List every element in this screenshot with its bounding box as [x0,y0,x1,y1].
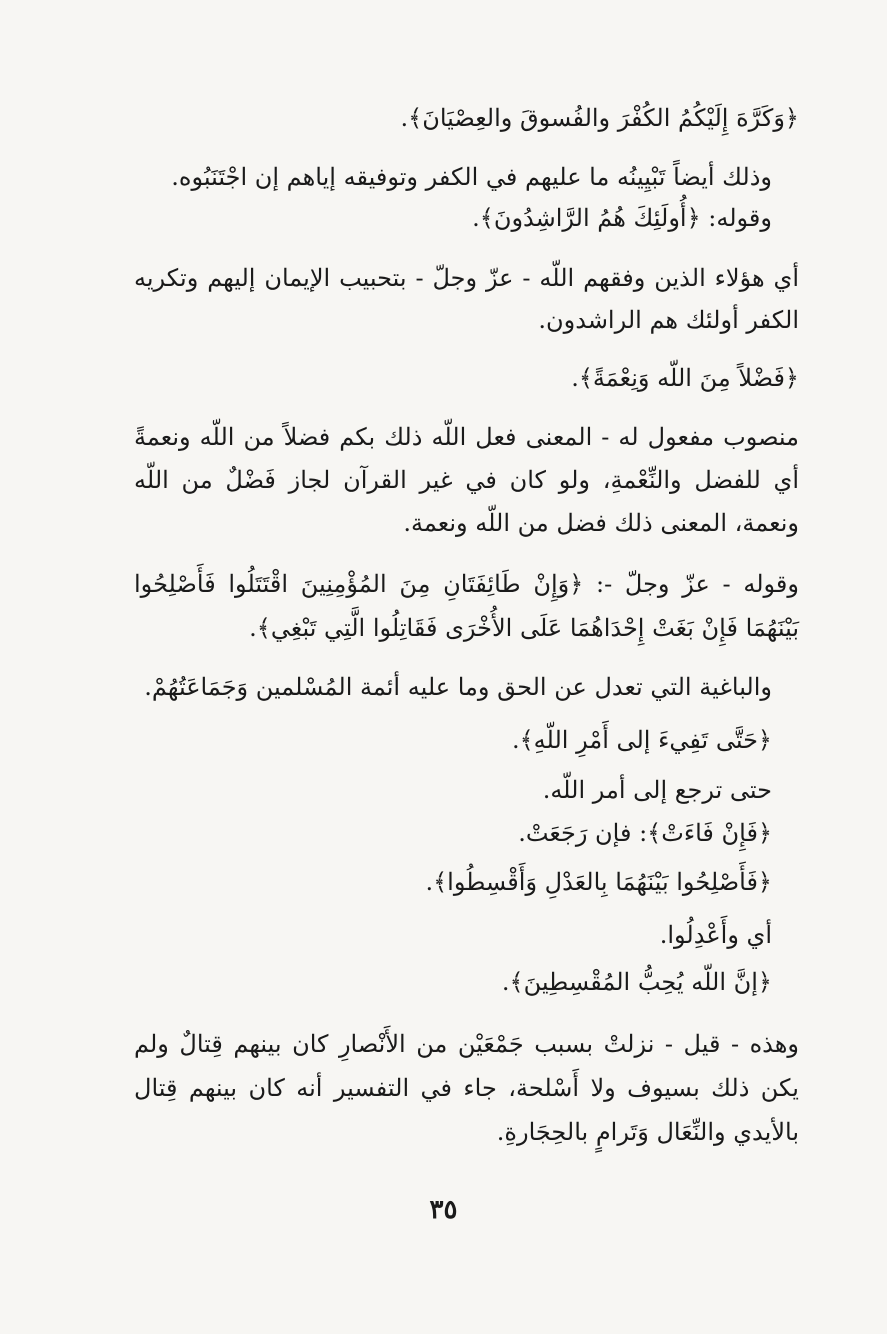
text-line: حتى ترجع إلى أمر اللّه. [542,776,772,804]
paragraph: أي هؤلاء الذين وفقهم اللّه - عزّ وجلّ - بتحبيب الإيمان إليهم وتكريه الكفر أولئك هم الراشدون. [134,264,799,334]
quran-verse-line: ﴿حَتَّى تَفِيءَ إلى أَمْرِ اللّهِ﴾. [511,726,772,754]
text-line: ﴿فَإِنْ فَاءَتْ﴾: فإن رَجَعَتْ. [518,819,772,847]
text-line: وذلك أيضاً تَبْيِينُه ما عليهم في الكفر وتوفيقه إياهم إن اجْتَنَبُوه. [171,163,772,191]
text-line: والباغية التي تعدل عن الحق وما عليه أئمة المُسْلمين وَجَمَاعَتُهُمْ. [144,673,772,701]
quran-verse-line: ﴿فَضْلاً مِنَ اللّه وَنِعْمَةً﴾. [571,364,799,392]
quran-verse-line: ﴿وَكَرَّهَ إِلَيْكُمُ الكُفْرَ والفُسوقَ والعِصْيَانَ﴾. [400,104,799,132]
text-line: وقوله: ﴿أُولَئِكَ هُمُ الرَّاشِدُونَ﴾. [472,204,772,232]
text-line: أي وأَعْدِلُوا. [659,921,772,949]
quran-verse-line: ﴿إنَّ اللّه يُحِبُّ المُقْسِطِينَ﴾. [501,968,772,996]
page-number: ٣٥ [429,1195,458,1225]
paragraph: منصوب مفعول له - المعنى فعل اللّه ذلك بكم فضلاً من اللّه ونعمةً أي للفضل والنِّعْمةِ، ولو كان في غير القرآن لجاز فَضْلٌ من اللّه ونعمة، المعنى ذلك فضل من اللّه ونعمة. [134,423,799,537]
paragraph: وقوله - عزّ وجلّ -: ﴿وَإِنْ طَائِفَتَانِ مِنَ المُؤْمِنِينَ اقْتَتَلُوا فَأَصْلِحُوا بَيْنَهُمَا فَإِنْ بَغَتْ إِحْدَاهُمَا عَلَى الأُخْرَى فَقَاتِلُوا الَّتِي تَبْغِي﴾. [134,570,799,642]
paragraph: وهذه - قيل - نزلتْ بسبب جَمْعَيْن من الأَنْصارِ كان بينهم قِتالٌ ولم يكن ذلك بسيوف ولا أَسْلحة، جاء في التفسير أنه كان بينهم قِتال بالأيدي والنِّعَال وَتَرامٍ بالحِجَارةِ. [134,1030,799,1146]
quran-verse-line: ﴿فَأَصْلِحُوا بَيْنَهُمَا بِالعَدْلِ وَأَقْسِطُوا﴾. [425,868,772,896]
